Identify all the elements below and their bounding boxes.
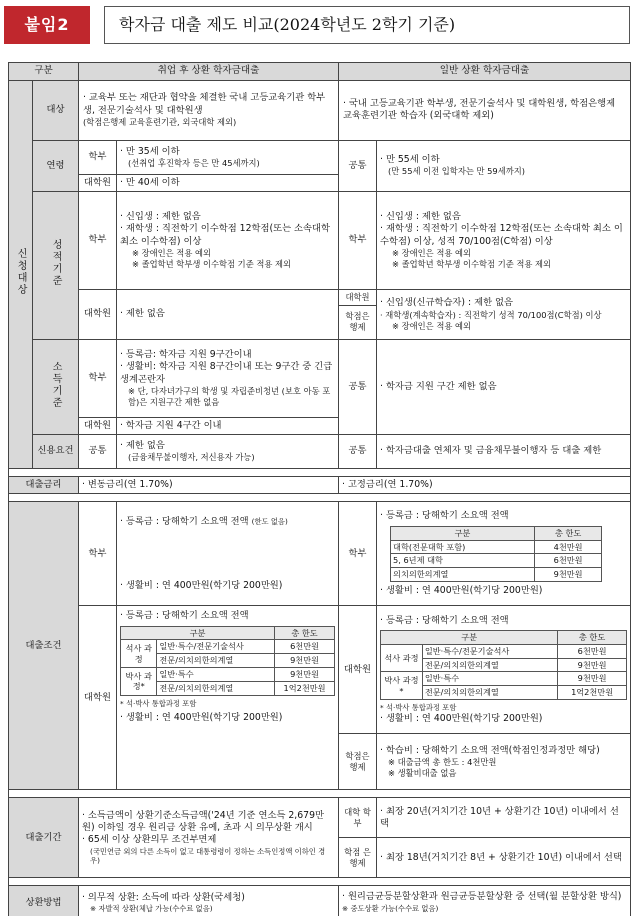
- row-age: 연령 학부 · 만 35세 이하 (선취업 후진학자 등은 만 45세까지) 공통 · 만 55세 이하 (만 55세 이전 입학자는 만 59세까지): [9, 140, 631, 174]
- gen-gr-limit-table: 구분 총 한도 석사 과정 일반·특수/전문기술석사 6천만원 전문/의치의한의계열 9천만원 박사 과정* 일반·특수 9천만원 전문/의치의한의계열 1억2천만원: [380, 630, 627, 700]
- table-header-row: [9, 63, 631, 81]
- row-label-age: 연령: [33, 140, 79, 191]
- label-repay: 상환방법: [9, 886, 79, 916]
- row-credit: 신용요건 공통 · 제한 없음 (금융채무불이행자, 저신용자 가능) 공통 · 학자금대출 연체자 및 금융채무불이행자 등 대출 제한: [9, 435, 631, 469]
- col-gubun: 구분: [9, 63, 79, 81]
- row-conditions-cb: 학점은행제 · 학습비 : 당해학기 소요액 전액(학점인정과정만 해당) ※ 대출금액 총 한도 : 4천만원 ※ 생활비대출 없음: [9, 734, 631, 790]
- label-period: 대출기간: [9, 798, 79, 878]
- row-period: 대출기간 · 소득금액이 상환기준소득금액('24년 기준 연소득 2,679만원) 이하일 경우 원리금 상환 유예, 초과 시 의무상환 개시 · 65세 이상 상환의무 조건부면제 (국민연금 외의 다른 소득이 없고 대통령령이 정하는 소득인정액 이하인 경우) 대학 학부 · 최장 20년(거치기간 10년 + 상환기간 10년) 이내에서 선택: [9, 798, 631, 838]
- row-label-grade: 성적기준: [33, 191, 79, 339]
- col-emp-loan: 취업 후 상환 학자금대출: [79, 63, 339, 81]
- gen-ug-limit-table: 구분 총 한도 대학(전문대학 포함) 4천만원 5, 6년제 대학 6천만원 의치의한의계열 9천만원: [390, 526, 602, 582]
- label-rate: 대출금리: [9, 477, 79, 494]
- row-income: 소득기준 학부 · 등록금: 학자금 지원 9구간이내 · 생활비: 학자금 지원 8구간이내 또는 9구간 중 긴급생계곤란자 ※ 단, 다자녀가구의 학생 및 자립준비청년 (보호 아동 포함)은 지원구간 제한 없음 공통 · 학자금 지원 구간 제한 없음: [9, 339, 631, 417]
- comparison-table: 구분 취업 후 상환 학자금대출 일반 상환 학자금대출 신청대상 대상 · 교육부 또는 재단과 협약을 체결한 국내 고등교육기관 학부생, 전문기술석사 및 대학원생 (학점은행제 교육훈련기관, 외국대학 제외) · 국내 고등교육기관 학부생, 전문기술석사 및 대학원생, 학점은행제 교육훈련기관 학습자 (외국대학 제외) 연령 학부 · 만 35세 이하 (선취업 후진학자 등은 만 45세까지) 공통 · 만 55세 이하 (만 55세 이전 입학자는 만 59세까지) 대학원 · 만 40세 이하 성적기준 학부 · 신입생 : 제한 없음 · 재학생 : 직전학기 이수학점 12학점(또는 소속대학 최소 이수학점) 이상 ※ 장애인은 적용 예외 ※ 졸업학년 학부생 이수학점 기준 적용 제외 학부 · 신입생 : 제한 없음 · 재학생 : 직전학기 이수학점 12학점(또는 소속대학 최소 이수학점) 이상, 성적 70/100점(C학점) 이상 ※ 장애인은 적용 예외 ※ 졸업학년 학부생 이수학점 기준 적용 제외 대학원 · 제한 없음 대학원 · 신입생(신규학습자) : 제한 없음 · 재학생(계속학습자) : 직전학기 성적 70/100점(C학점) 이상 ※ 장애인은 적용 예외 학점은행제 소득기준 학부 · 등록금: 학자금 지원 9구간이내 · 생활비: 학자금 지원 8구간이내 또는 9구간 중 긴급생계곤란자 ※ 단, 다자녀가구의 학생 및 자립준비청년 (보호 아동 포함)은 지원구간 제한 없음 공통 · 학자금 지원 구간 제한 없음 대학원 · 학자금 지원 4구간 이내 신용요건 공통 · 제한 없음 (금융채무불이행자, 저신용자 가능) 공통 · 학자금대출 연체자 및 금융채무불이행자 등 대출 제한 대출금리 · 변동금리(연 1.70%) · 고정금리(연 1.70%) 대출조건 학부 · 등록금 : 당해학기 소요액 전액 (한도 없음) · 생활비 : 연 400만원(학기당 200만원) 학부 · 등록금 : 당해학기 소요액 전액 구분 총 한도 대학(전문대학 포함) 4천만원 5, 6년제 대학 6천만원 의치의한의계열 9천만원 · 생활비 : 연 400만원(학기당 200만원) 대학원 · 등록금 : 당해학기 소요액 전액 구분 총 한도 석사 과정 일반·특수/전문기술석사 6천만원 전문/의치의한의계열 9천만원 박사 과정* 일반·특수 9천만원 전문/의치의한의계열 1억2천만원 * 석·박사 통합과정 포함 · 생활비 : 연 400만원(학기당 200만원) 대학원 · 등록금 : 당해학기 소요액 전액 구분 총 한도 석사 과정 일반·특수/전문기술석사 6천만원 전문/의치의한의계열 9천만원 박사 과정* 일반·특수 9천만원 전문/의치의한의계열 1억2천만원 * 석·박사 통합과정 포함 · 생활비 : 연 400만원(학기당 200만원) 학점은행제 · 학습비 : 당해학기 소요액 전액(학점인정과정만 해당) ※ 대출금액 총 한도 : 4천만원 ※ 생활비대출 없음 대출기간 · 소득금액이 상환기준소득금액('24년 기준 연소득 2,679만원) 이하일 경우 원리금 상환 유예, 초과 시 의무상환 개시 · 65세 이상 상환의무 조건부면제 (국민연금 외의 다른 소득이 없고 대통령령이 정하는 소득인정액 이하인 경우) 대학 학부 · 최장 20년(거치기간 10년 + 상환기간 10년) 이내에서 선택 학점 은행제 · 최장 18년(거치기간 8년 + 상환기간 10년) 이내에서 선택 상환방법 · 의무적 상환: 소득에 따라 상환(국세청) ※ 자발적 상환(체납 가능(수수료 없음) · 원리금균등분할상환과 원금균등분할상환 중 선택(월 분할상환 방식) ※ 중도상환 가능(수수료 없음): [8, 62, 631, 916]
- col-gen-loan: 일반 상환 학자금대출: [339, 63, 631, 81]
- group-eligibility: 신청대상: [9, 80, 33, 468]
- row-target: 신청대상 대상 · 교육부 또는 재단과 협약을 체결한 국내 고등교육기관 학부생, 전문기술석사 및 대학원생 (학점은행제 교육훈련기관, 외국대학 제외) · 국내 고등교육기관 학부생, 전문기술석사 및 대학원생, 학점은행제 교육훈련기관 학습자 (외국대학 제외): [9, 80, 631, 140]
- row-label-income: 소득기준: [33, 339, 79, 434]
- row-conditions-ug: 대출조건 학부 · 등록금 : 당해학기 소요액 전액 (한도 없음) · 생활비 : 연 400만원(학기당 200만원) 학부 · 등록금 : 당해학기 소요액 전액 구분 총 한도 대학(전문대학 포함) 4천만원 5, 6년제 대학 6천만원 의치의한의계열 9천만원 · 생활비 : 연 400만원(학기당 200만원): [9, 502, 631, 606]
- emp-gr-limit-table: 구분 총 한도 석사 과정 일반·특수/전문기술석사 6천만원 전문/의치의한의계열 9천만원 박사 과정* 일반·특수 9천만원 전문/의치의한의계열 1억2천만원: [120, 626, 335, 696]
- row-label-target: 대상: [33, 80, 79, 140]
- row-repay: 상환방법 · 의무적 상환: 소득에 따라 상환(국세청) ※ 자발적 상환(체납 가능(수수료 없음) · 원리금균등분할상환과 원금균등분할상환 중 선택(월 분할상환 방식) ※ 중도상환 가능(수수료 없음): [9, 886, 631, 916]
- row-rate: 대출금리 · 변동금리(연 1.70%) · 고정금리(연 1.70%): [9, 477, 631, 494]
- row-grade: 성적기준 학부 · 신입생 : 제한 없음 · 재학생 : 직전학기 이수학점 12학점(또는 소속대학 최소 이수학점) 이상 ※ 장애인은 적용 예외 ※ 졸업학년 학부생 이수학점 기준 적용 제외 학부 · 신입생 : 제한 없음 · 재학생 : 직전학기 이수학점 12학점(또는 소속대학 최소 이수학점) 이상, 성적 70/100점(C학점) 이상 ※ 장애인은 적용 예외 ※ 졸업학년 학부생 이수학점 기준 적용 제외: [9, 191, 631, 289]
- attachment-tag: 붙임2: [4, 6, 90, 44]
- label-conditions: 대출조건: [9, 502, 79, 790]
- row-conditions-gr: 대학원 · 등록금 : 당해학기 소요액 전액 구분 총 한도 석사 과정 일반·특수/전문기술석사 6천만원 전문/의치의한의계열 9천만원 박사 과정* 일반·특수 9천만원 전문/의치의한의계열 1억2천만원 * 석·박사 통합과정 포함 · 생활비 : 연 400만원(학기당 200만원) 대학원 · 등록금 : 당해학기 소요액 전액 구분 총 한도 석사 과정 일반·특수/전문기술석사 6천만원 전문/의치의한의계열 9천만원 박사 과정* 일반·특수 9천만원 전문/의치의한의계열 1억2천만원 * 석·박사 통합과정 포함 · 생활비 : 연 400만원(학기당 200만원): [9, 606, 631, 734]
- page-title: 학자금 대출 제도 비교(2024학년도 2학기 기준): [104, 6, 630, 44]
- row-label-credit: 신용요건: [33, 435, 79, 469]
